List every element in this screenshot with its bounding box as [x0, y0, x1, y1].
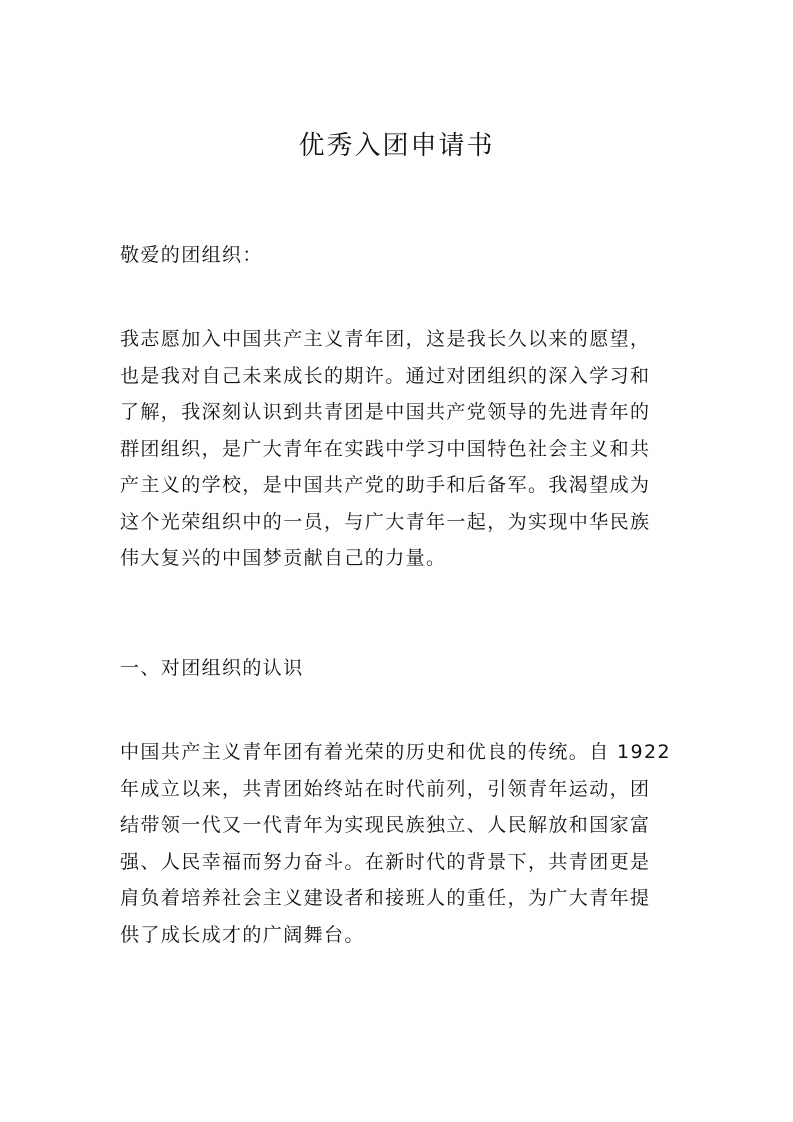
document-title: 优秀入团申请书	[298, 131, 495, 161]
paragraph-line: 中国共产主义青年团有着光荣的历史和优良的传统。自 1922	[120, 741, 671, 763]
section-heading: 一、对团组织的认识	[120, 657, 304, 679]
salutation: 敬爱的团组织：	[120, 244, 263, 266]
paragraph-line: 产主义的学校，是中国共产党的助手和后备军。我渴望成为	[120, 474, 651, 496]
paragraph-line: 我志愿加入中国共产主义青年团，这是我长久以来的愿望，	[120, 328, 651, 350]
paragraph-line: 伟大复兴的中国梦贡献自己的力量。	[120, 547, 447, 569]
paragraph-section-1	[120, 734, 676, 953]
paragraph-line: 强、人民幸福而努力奋斗。在新时代的背景下，共青团更是	[120, 850, 651, 873]
paragraph-line: 也是我对自己未来成长的期许。通过对团组织的深入学习和	[120, 364, 651, 387]
paragraph-line: 这个光荣组织中的一员，与广大青年一起，为实现中华民族	[120, 510, 651, 533]
paragraph-line: 年成立以来，共青团始终站在时代前列，引领青年运动，团	[120, 777, 651, 800]
paragraph-intro	[120, 321, 676, 577]
paragraph-line: 供了成长成才的广阔舞台。	[120, 923, 365, 946]
paragraph-line: 了解，我深刻认识到共青团是中国共产党领导的先进青年的	[120, 401, 651, 423]
paragraph-line: 群团组织，是广大青年在实践中学习中国特色社会主义和共	[120, 437, 651, 460]
paragraph-line: 结带领一代又一代青年为实现民族独立、人民解放和国家富	[120, 814, 651, 836]
paragraph-line: 肩负着培养社会主义建设者和接班人的重任，为广大青年提	[120, 887, 651, 909]
